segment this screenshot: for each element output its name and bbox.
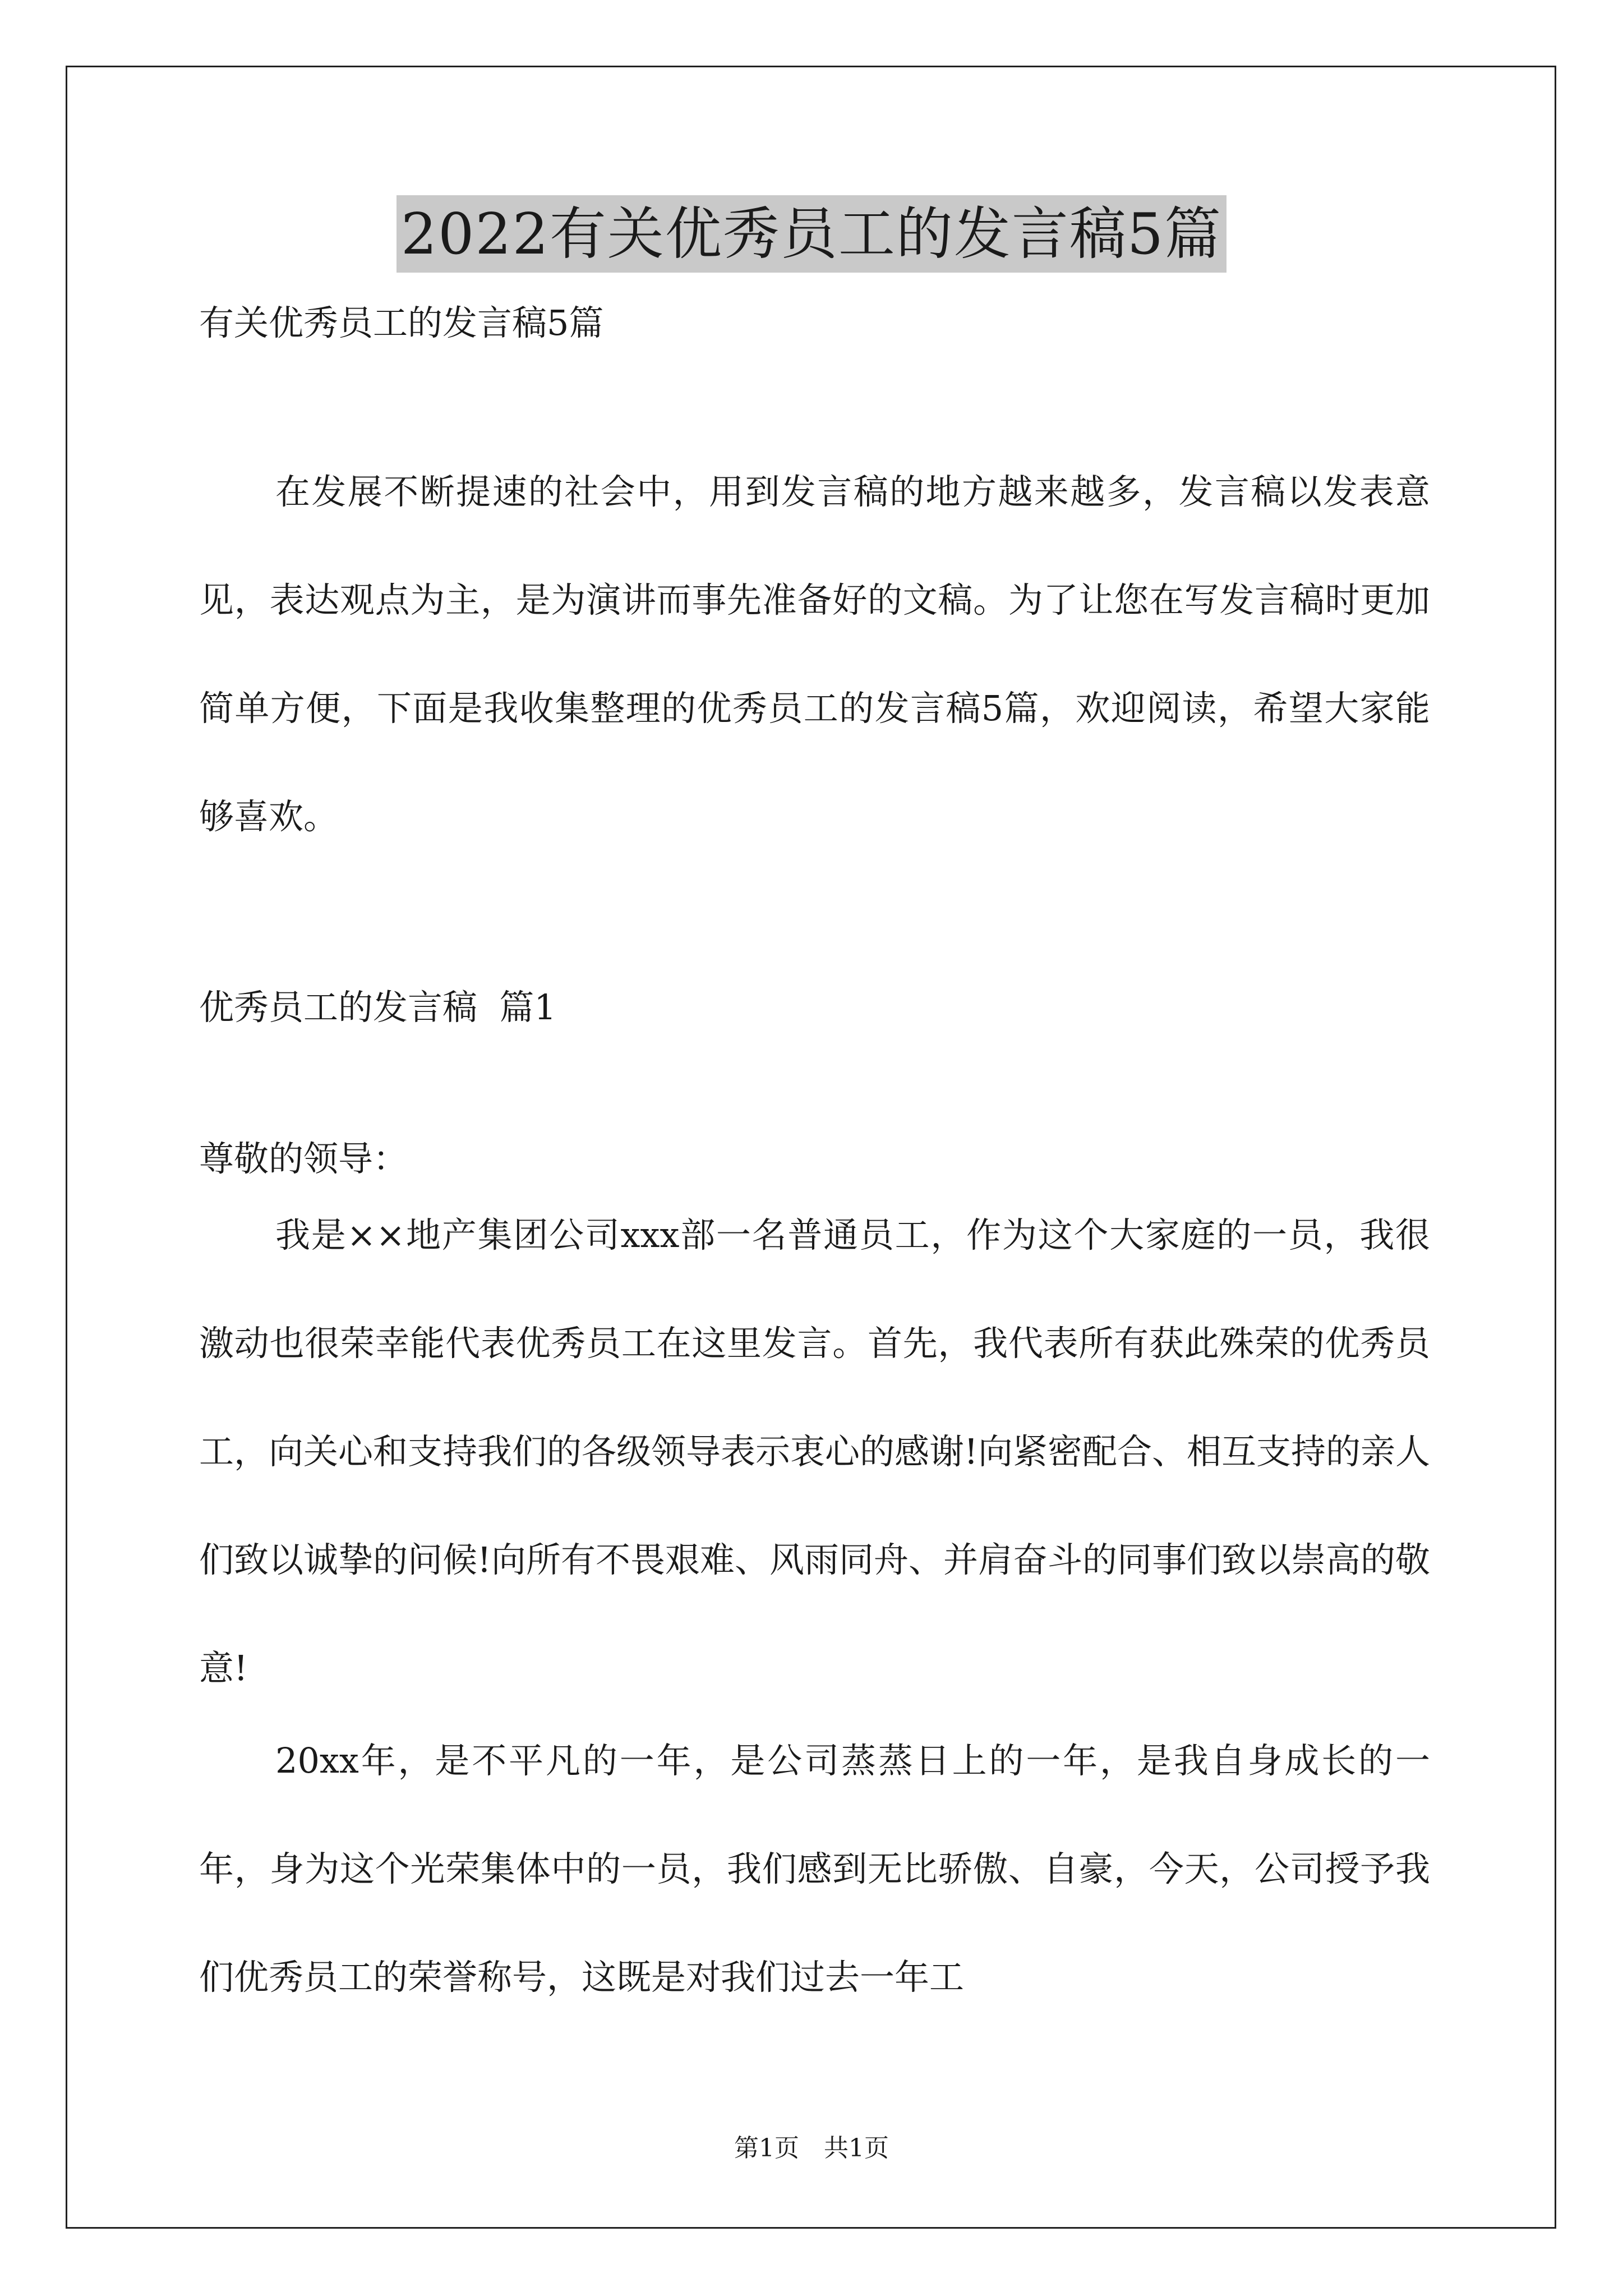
page-footer (0, 2132, 1623, 2165)
salutation: 尊敬的领导： (199, 1138, 408, 1179)
page-total: 共1页 (824, 2134, 889, 2162)
body-paragraph: 我是××地产集团公司xxx部一名普通员工，作为这个大家庭的一员，我很激动也很荣幸能代表优秀员工在这里发言。首先，我代表所有获此殊荣的优秀员工，向关心和支持我们的各级领导表示衷心的感谢!向紧密配合、相互支持的亲人们致以诚挚的问候!向所有不畏艰难、风雨同舟、并肩奋斗的同事们致以崇高的敬意! (199, 1214, 1430, 1688)
document-subtitle: 有关优秀员工的发言稿5篇 (199, 302, 604, 343)
body-paragraph: 20xx年，是不平凡的一年，是公司蒸蒸日上的一年，是我自身成长的一年，身为这个光荣集体中的一员，我们感到无比骄傲、自豪，今天，公司授予我们优秀员工的荣誉称号，这既是对我们过去一年工 (199, 1740, 1430, 1998)
page-number: 第1页 (734, 2134, 799, 2162)
document-title: 2022有关优秀员工的发言稿5篇 (396, 195, 1227, 273)
section-heading: 优秀员工的发言稿 篇1 (199, 987, 556, 1028)
title-container (0, 195, 1623, 273)
intro-paragraph: 在发展不断提速的社会中，用到发言稿的地方越来越多，发言稿以发表意见，表达观点为主，是为演讲而事先准备好的文稿。为了让您在写发言稿时更加简单方便，下面是我收集整理的优秀员工的发言稿5篇，欢迎阅读，希望大家能够喜欢。 (199, 471, 1430, 837)
